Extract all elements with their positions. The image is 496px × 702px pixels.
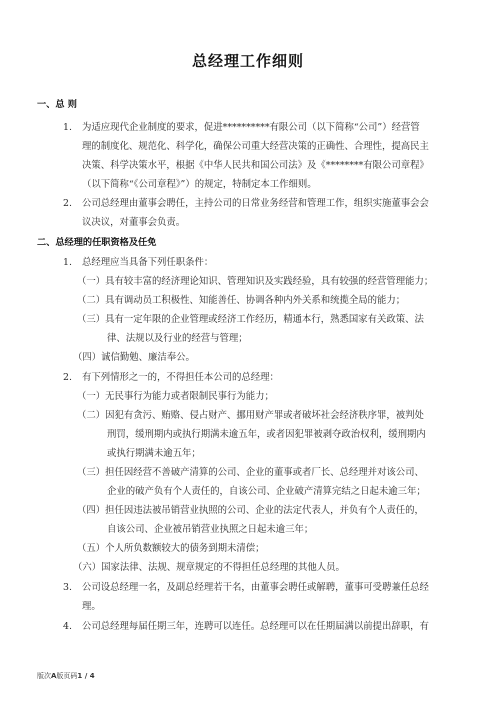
section-heading-qualification: 二、总经理的任职资格及任免 [37, 237, 157, 248]
paragraph-line: 理。 [82, 601, 101, 612]
item-number: 2. [63, 198, 72, 209]
paragraph-line: 有下列情形之一的，不得担任本公司的总经理： [82, 372, 279, 383]
paragraph-line: 决策、科学决策水平，根据《中华人民共和国公司法》及《********有限公司章程》 [82, 160, 429, 171]
sub-item-line: （三）具有一定年限的企业管理或经济工作经历，精通本行，熟悉国家有关政策、法 [77, 314, 424, 325]
paragraph-line: 总经理应当具备下列任职条件： [82, 257, 214, 268]
sub-item-line: （一）具有较丰富的经济理论知识、管理知识及实践经验，具有较强的经营管理能力； [77, 276, 434, 287]
paragraph-line: 理的制度化、规范化、科学化，确保公司重大经营决策的正确性、合理性，提高民主 [82, 141, 429, 152]
sub-item-line: （二）具有调动员工积极性、知能善任、协调各种内外关系和统揽全局的能力； [77, 295, 406, 306]
paragraph-line: 公司总经理由董事会聘任，主持公司的日常业务经营和管理工作，组织实施董事会会 [82, 198, 429, 209]
item-number: 2. [63, 372, 72, 383]
sub-item-line: （一）无民事行为能力或者限制民事行为能力； [77, 391, 274, 402]
paragraph-line: 为适应现代企业制度的要求，促进**********有限公司（以下简称“公司”）经营管 [82, 122, 420, 133]
paragraph-line: 公司设总经理一名，及副总经理若干名，由董事会聘任或解聘，董事可受聘兼任总经 [82, 582, 429, 593]
sub-item-line: （二）因犯有贪污、贿赂、侵占财产、挪用财产罪或者破坏社会经济秩序罪，被判处 [77, 410, 424, 421]
sub-item-line: （五）个人所负数额较大的债务到期未清偿； [77, 543, 265, 554]
paragraph-line: 议决议，对董事会负责。 [82, 217, 186, 228]
sub-item-line: 自该公司、企业被吊销营业执照之日起未逾三年； [107, 524, 314, 535]
item-number: 3. [63, 582, 72, 593]
page-title: 总经理工作细则 [191, 52, 304, 70]
paragraph-line: 公司总经理每届任期三年，连聘可以连任。总经理可以在任期届满以前提出辞职，有 [82, 621, 429, 632]
version-label: 版次 [37, 672, 51, 680]
sub-item-line: 刑罚，缓刑期内或执行期满未逾五年，或者因犯罪被剥夺政治权利，缓刑期内 [107, 429, 426, 440]
sub-item-line: （四）诚信勤勉、廉洁奉公。 [73, 352, 195, 363]
sub-item-line: （六）国家法律、法规、规章规定的不得担任总经理的其他人员。 [73, 562, 345, 573]
page-label: 版页码 [56, 672, 78, 680]
sub-item-line: （三）担任因经营不善破产清算的公司、企业的董事或者厂长、总经理并对该公司、 [77, 467, 424, 478]
item-number: 1. [63, 257, 72, 268]
paragraph-line: （以下简称“《公司章程》”）的规定，特制定本工作细则。 [82, 179, 317, 190]
item-number: 1. [63, 122, 72, 133]
sub-item-line: 企业的破产负有个人责任的，自该公司、企业破产清算完结之日起未逾三年； [107, 486, 426, 497]
item-number: 4. [63, 621, 72, 632]
sub-item-line: 律、法规以及行业的经营与管理； [107, 333, 248, 344]
page-number: 1 / 4 [77, 672, 95, 680]
version-value: A [51, 672, 57, 680]
sub-item-line: （四）担任因违法被吊销营业执照的公司、企业的法定代表人，并负有个人责任的， [77, 505, 424, 516]
section-heading-general: 一、总 则 [37, 99, 77, 110]
sub-item-line: 或执行期满未逾五年； [107, 448, 201, 459]
page-footer [37, 671, 95, 681]
